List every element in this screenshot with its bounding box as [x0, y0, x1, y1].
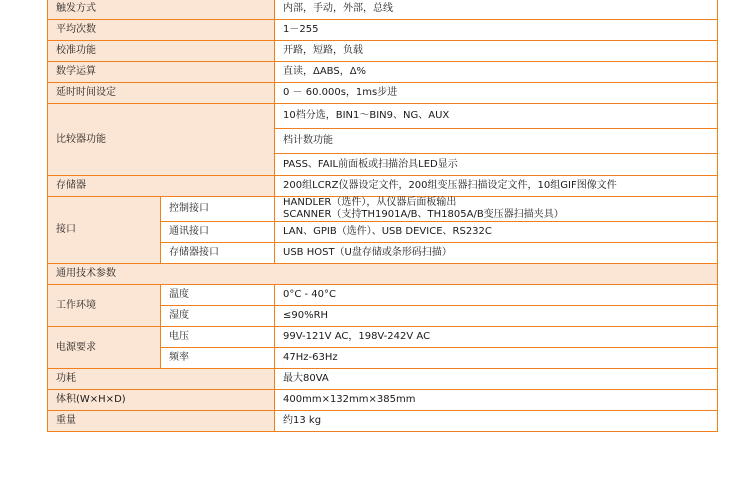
freq-label: 频率 [161, 348, 275, 369]
consumption-value: 最大80VA [275, 369, 718, 390]
comparator-value-2: 档计数功能 [275, 129, 718, 154]
calib-label: 校准功能 [48, 41, 275, 62]
humidity-value: ≤90%RH [275, 306, 718, 327]
math-value: 直读，ΔABS，Δ% [275, 62, 718, 83]
mem-interface-value: USB HOST（U盘存储或条形码扫描） [275, 243, 718, 264]
average-value: 1－255 [275, 20, 718, 41]
comparator-value-1: 10档分选，BIN1～BIN9、NG、AUX [275, 104, 718, 129]
comm-interface-label: 通讯接口 [161, 222, 275, 243]
trigger-value: 内部，手动，外部，总线 [275, 0, 718, 20]
delay-label: 延时时间设定 [48, 83, 275, 104]
weight-value: 约13 kg [275, 411, 718, 432]
general-params-header: 通用技术参数 [48, 264, 718, 285]
storage-label: 存储器 [48, 176, 275, 197]
freq-value: 47Hz-63Hz [275, 348, 718, 369]
control-interface-label: 控制接口 [161, 197, 275, 222]
volume-value: 400mm×132mm×385mm [275, 390, 718, 411]
spec-table [47, 0, 718, 432]
delay-value: 0 － 60.000s，1ms步进 [275, 83, 718, 104]
trigger-label: 触发方式 [48, 0, 275, 20]
voltage-label: 电压 [161, 327, 275, 348]
control-interface-value [275, 197, 718, 222]
control-interface-line-2: SCANNER（支持TH1901A/B、TH1805A/B变压器扫描夹具） [283, 209, 564, 220]
volume-label: 体积(W×H×D) [48, 390, 275, 411]
voltage-value: 99V-121V AC，198V-242V AC [275, 327, 718, 348]
math-label: 数学运算 [48, 62, 275, 83]
storage-value: 200组LCRZ仪器设定文件，200组变压器扫描设定文件，10组GIF图像文件 [275, 176, 718, 197]
temp-label: 温度 [161, 285, 275, 306]
comm-interface-value: LAN、GPIB（选件）、USB DEVICE、RS232C [275, 222, 718, 243]
mem-interface-label: 存储器接口 [161, 243, 275, 264]
comparator-value-3: PASS、FAIL前面板或扫描治具LED显示 [275, 154, 718, 176]
temp-value: 0°C - 40°C [275, 285, 718, 306]
control-interface-line-1: HANDLER（选件），从仪器后面板输出 [283, 197, 457, 208]
comparator-label: 比较器功能 [48, 104, 275, 176]
humidity-label: 湿度 [161, 306, 275, 327]
consumption-label: 功耗 [48, 369, 275, 390]
weight-label: 重量 [48, 411, 275, 432]
calib-value: 开路，短路，负载 [275, 41, 718, 62]
interface-label: 接口 [48, 197, 161, 264]
power-label: 电源要求 [48, 327, 161, 369]
env-label: 工作环境 [48, 285, 161, 327]
average-label: 平均次数 [48, 20, 275, 41]
